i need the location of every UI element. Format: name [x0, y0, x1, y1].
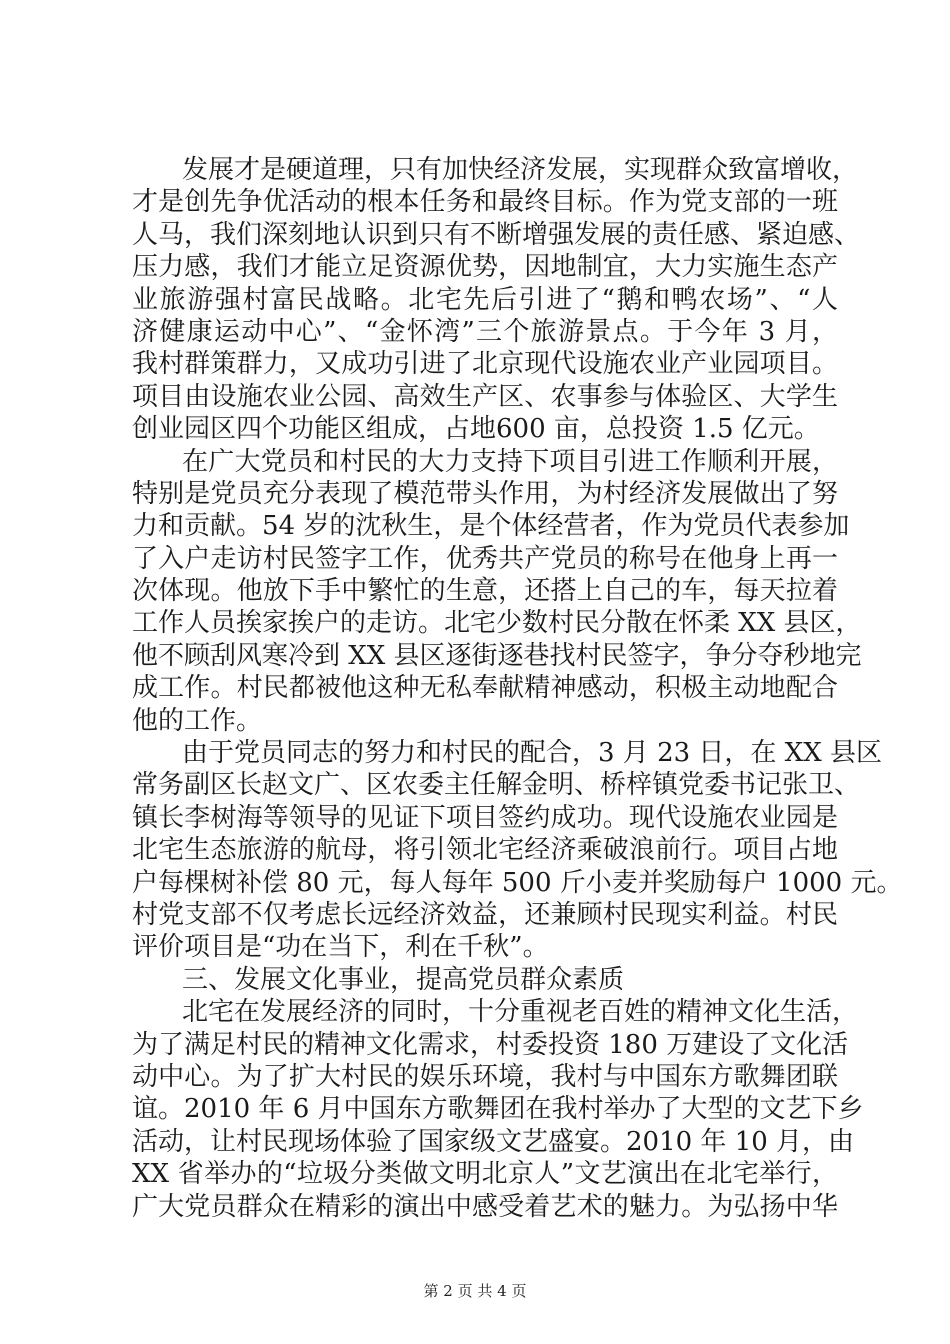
text-line: 北宅生态旅游的航母，将引领北宅经济乘破浪前行。项目占地	[132, 835, 838, 866]
paragraph-party-members	[132, 446, 862, 738]
text-line: 力和贡献。54 岁的沈秋生，是个体经营者，作为党员代表参加	[132, 511, 850, 542]
text-line: 了入户走访村民签字工作，优秀共产党员的称号在他身上再一	[132, 543, 838, 574]
text-line: 创业园区四个功能区组成，占地600 亩，总投资 1.5 亿元。	[132, 414, 820, 445]
text-line: 压力感，我们才能立足资源优势，因地制宜，大力实施生态产	[132, 252, 838, 283]
paragraph-culture	[132, 996, 864, 1223]
text-line: 次体现。他放下手中繁忙的生意，还搭上自己的车，每天拉着	[132, 576, 838, 607]
document-body	[132, 154, 903, 1223]
paragraph-signing	[132, 737, 903, 964]
text-line: 特别是党员充分表现了模范带头作用，为村经济发展做出了努	[132, 478, 838, 509]
text-line: 活动，让村民现场体验了国家级文艺盛宴。2010 年 10 月，由	[132, 1126, 855, 1157]
text-line: 发展才是硬道理，只有加快经济发展，实现群众致富增收，	[182, 155, 859, 185]
paragraph-economy	[132, 154, 861, 446]
text-line: 村党支部不仅考虑长远经济效益，还兼顾村民现实利益。村民	[132, 899, 838, 930]
text-line: 常务副区长赵文广、区农委主任解金明、桥梓镇党委书记张卫、	[132, 770, 861, 801]
text-line: 他不顾刮风寒冷到 XX 县区逐街逐巷找村民签字，争分夺秒地完	[132, 640, 862, 671]
text-line: 镇长李树海等领导的见证下项目签约成功。现代设施农业园是	[132, 802, 838, 833]
text-line: 北宅在发展经济的同时，十分重视老百姓的精神文化生活，	[182, 997, 859, 1028]
text-line: 成工作。村民都被他这种无私奉献精神感动，积极主动地配合	[132, 673, 838, 704]
page-footer: 第 2 页 共 4 页	[423, 1282, 527, 1300]
text-line: 广大党员群众在精彩的演出中感受着艺术的魅力。为弘扬中华	[132, 1191, 838, 1222]
text-line: 工作人员挨家挨户的走访。北宅少数村民分散在怀柔 XX 县区，	[132, 608, 862, 639]
text-line: 户每棵树补偿 80 元，每人每年 500 斤小麦并奖励每户 1000 元。	[132, 867, 903, 898]
text-line: 谊。2010 年 6 月中国东方歌舞团在我村举办了大型的文艺下乡	[132, 1094, 864, 1125]
text-line: 在广大党员和村民的大力支持下项目引进工作顺利开展，	[182, 446, 838, 477]
section-heading	[132, 964, 838, 996]
text-line: 评价项目是“功在当下，利在千秋”。	[132, 932, 549, 963]
text-line: XX 省举办的“垃圾分类做文明北京人”文艺演出在北宅举行，	[132, 1159, 838, 1190]
text-line: 我村群策群力，又成功引进了北京现代设施农业产业园项目。	[132, 349, 838, 380]
text-line: 项目由设施农业公园、高效生产区、农事参与体验区、大学生	[132, 381, 838, 412]
text-line: 动中心。为了扩大村民的娱乐环境，我村与中国东方歌舞团联	[132, 1061, 838, 1092]
text-line: 人马，我们深刻地认识到只有不断增强发展的责任感、紧迫感、	[132, 219, 861, 250]
text-line: 为了满足村民的精神文化需求，村委投资 180 万建设了文化活	[132, 1029, 849, 1060]
heading-text: 三、发展文化事业，提高党员群众素质	[182, 964, 625, 995]
text-line: 业旅游强村富民战略。北宅先后引进了“鹅和鸭农场”、“人	[132, 284, 838, 315]
text-line: 济健康运动中心”、“金怀湾”三个旅游景点。于今年 3 月，	[132, 316, 838, 347]
text-line: 他的工作。	[132, 705, 263, 736]
text-line: 由于党员同志的努力和村民的配合，3 月 23 日，在 XX 县区	[182, 738, 882, 769]
text-line: 才是创先争优活动的根本任务和最终目标。作为党支部的一班	[132, 187, 838, 218]
